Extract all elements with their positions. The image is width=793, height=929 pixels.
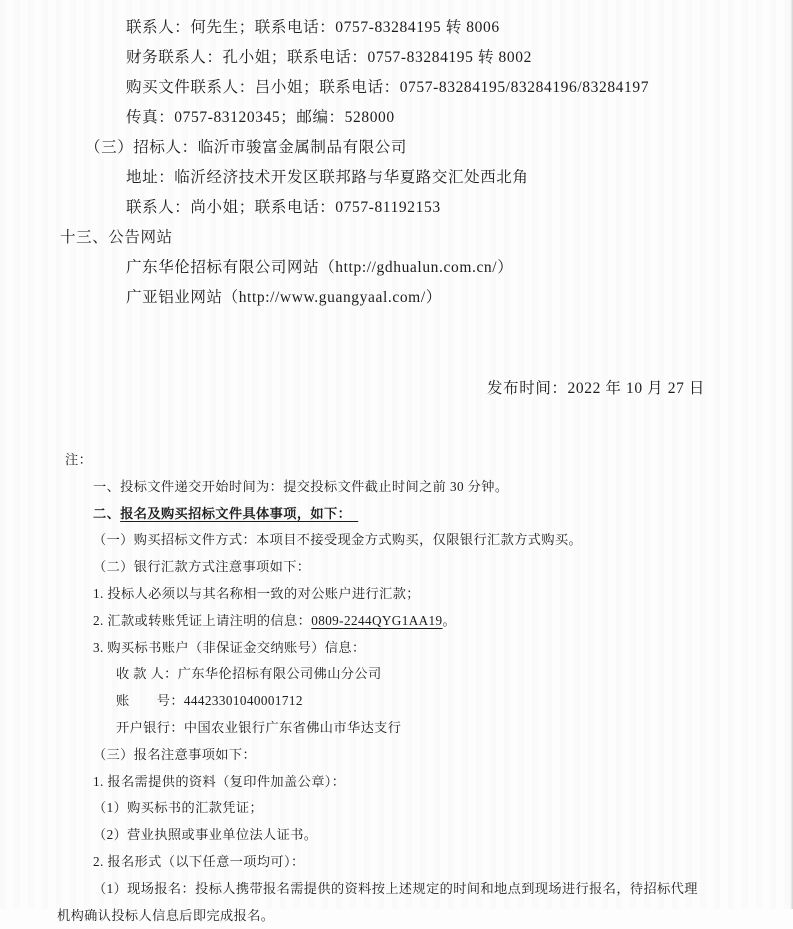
- text-segment: 。: [442, 612, 457, 628]
- signup-form-line: [93, 849, 793, 876]
- text-segment: 注：: [65, 452, 93, 467]
- document-notes-section: [0, 447, 793, 929]
- text-segment: 收 款 人：广东华伦招标有限公司佛山分公司: [116, 666, 382, 682]
- payee-line: [116, 661, 793, 688]
- onsite-signup-cont: [57, 903, 793, 929]
- text-segment: 地址：临沂经济技术开发区联邦路与华夏路交汇处西北角: [126, 169, 529, 186]
- note-item-2: [93, 501, 793, 528]
- document-top-section: [0, 0, 793, 313]
- text-segment: 十三、公告网站: [60, 229, 173, 246]
- section-13-heading: [60, 223, 793, 253]
- underlined-text: 0809-2244QYG1AA19: [311, 612, 443, 628]
- tenderer-contact-line: [126, 193, 793, 223]
- text-segment: 开户银行：中国农业银行广东省佛山市华达支行: [116, 719, 402, 735]
- text-segment: 广亚铝业网站（http://www.guangyaal.com/）: [126, 289, 442, 306]
- address-line: [126, 163, 793, 193]
- text-segment: 1. 投标人必须以与其名称相一致的对公账户进行汇款；: [93, 585, 420, 601]
- text-segment: 联系人：尚小姐；联系电话：0757-81192153: [126, 199, 441, 216]
- signup-docs-line: [93, 769, 793, 796]
- text-segment: 二、: [93, 505, 121, 521]
- text-segment: 传真：0757-83120345；邮编：528000: [126, 109, 395, 126]
- text-segment: 广东华伦招标有限公司网站（http://gdhualun.com.cn/）: [126, 259, 514, 276]
- note-item-2-2: [93, 554, 793, 581]
- website-line: [126, 253, 793, 283]
- note-label: [65, 447, 793, 474]
- remit-rule-1: [93, 581, 793, 608]
- note-item-2-3: [93, 742, 793, 769]
- bank-line: [116, 715, 793, 742]
- tenderer-line: [85, 133, 793, 163]
- text-segment: 联系人：何先生；联系电话：0757-83284195 转 8006: [126, 19, 500, 36]
- text-segment: 机构确认投标人信息后即完成报名。: [57, 907, 275, 923]
- text-segment: 2. 汇款或转账凭证上请注明的信息：: [93, 612, 312, 628]
- text-segment: 财务联系人：孔小姐；联系电话：0757-83284195 转 8002: [126, 49, 532, 66]
- website-line: [126, 283, 793, 313]
- signup-doc-1: [93, 795, 793, 822]
- text-segment: 购买文件联系人：吕小姐；联系电话：0757-83284195/83284196/83284197: [126, 79, 650, 96]
- finance-contact-line: [126, 43, 793, 73]
- text-segment: （二）银行汇款方式注意事项如下：: [93, 559, 311, 575]
- text-segment: 2. 报名形式（以下任意一项均可）：: [93, 853, 305, 869]
- note-item-1: [93, 474, 793, 501]
- text-segment: （2）营业执照或事业单位法人证书。: [93, 827, 318, 843]
- onsite-signup-line: [93, 876, 793, 903]
- fax-line: [126, 103, 793, 133]
- underlined-text: 报名及购买招标文件具体事项，如下：: [120, 505, 359, 521]
- remit-rule-3: [93, 635, 793, 662]
- purchase-contact-line: [126, 73, 793, 103]
- text-segment: （1）现场报名：投标人携带报名需提供的资料按上述规定的时间和地点到现场进行报名，待招标代理: [93, 880, 698, 896]
- note-item-2-1: [93, 527, 793, 554]
- text-segment: 3. 购买标书账户（非保证金交纳账号）信息：: [93, 639, 366, 655]
- text-segment: （三）报名注意事项如下：: [93, 746, 257, 762]
- text-segment: （三）招标人：临沂市骏富金属制品有限公司: [85, 139, 408, 156]
- text-segment: 1. 报名需提供的资料（复印件加盖公章）：: [93, 773, 346, 789]
- publish-date: 发布时间：2022 年 10 月 27 日: [487, 380, 705, 397]
- signup-doc-2: [93, 822, 793, 849]
- text-segment: 账 号：44423301040001712: [116, 693, 303, 709]
- text-segment: 一、投标文件递交开始时间为：提交投标文件截止时间之前 30 分钟。: [93, 478, 509, 494]
- text-segment: （1）购买标书的汇款凭证；: [93, 800, 264, 816]
- account-no-line: [116, 688, 793, 715]
- contact-line: [126, 13, 793, 43]
- text-segment: （一）购买招标文件方式：本项目不接受现金方式购买，仅限银行汇款方式购买。: [93, 532, 583, 548]
- remit-rule-2: [93, 608, 793, 635]
